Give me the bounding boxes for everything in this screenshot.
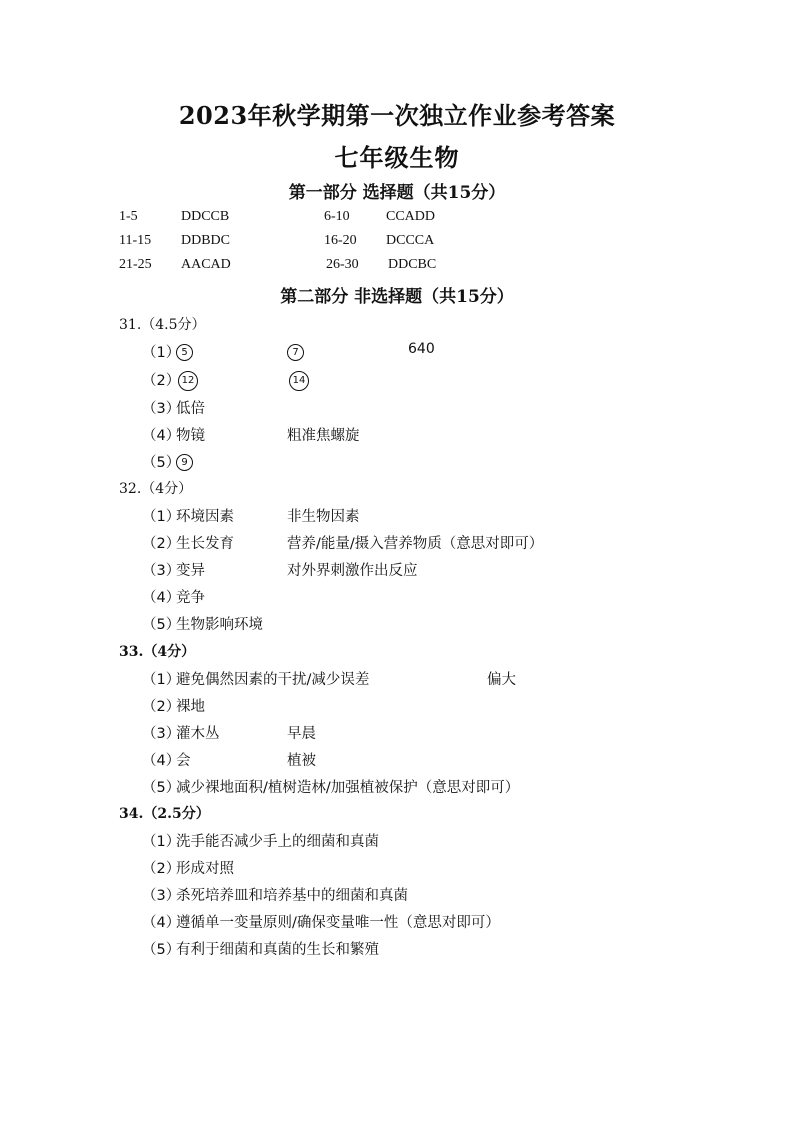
q32-item-num: （3） [142, 563, 181, 579]
q34-3-answer-a: 杀死培养皿和培养基中的细菌和真菌 [176, 888, 408, 904]
circled-number: 14 [289, 371, 309, 391]
q31-2-answer-b [289, 369, 309, 391]
q31-item-num: （2） [142, 373, 181, 389]
q33-item-num: （4） [142, 753, 181, 769]
mc-range: 16-20 [324, 233, 357, 248]
question-33-label: 33.（4分） [119, 644, 196, 660]
q33-item-num: （5） [142, 780, 181, 796]
mc-answers: CCADD [386, 209, 436, 224]
q34-4-answer-a: 遵循单一变量原则/确保变量唯一性（意思对即可） [176, 915, 500, 931]
part2-heading: 第二部分 非选择题（共15分） [280, 287, 514, 307]
q34-item-num: （1） [142, 834, 181, 850]
q31-1-answer-a [176, 341, 193, 361]
q32-item-num: （2） [142, 536, 181, 552]
circled-number: 5 [176, 344, 193, 361]
q31-1-answer-c: 640 [408, 341, 435, 357]
mc-range: 1-5 [119, 209, 138, 224]
mc-range: 6-10 [324, 209, 350, 224]
question-31-label: 31.（4.5分） [119, 317, 206, 333]
q31-5-answer-a [176, 451, 193, 471]
q31-4-answer-a: 物镜 [176, 428, 205, 444]
question-34-label: 34.（2.5分） [119, 806, 210, 822]
circled-number: 12 [178, 371, 198, 391]
q33-4-answer-b: 植被 [287, 753, 316, 769]
q32-3-answer-b: 对外界刺激作出反应 [287, 563, 418, 579]
mc-range: 26-30 [326, 257, 359, 272]
mc-answers: DDBDC [181, 233, 231, 248]
q33-3-answer-b: 早晨 [287, 726, 316, 742]
q32-item-num: （5） [142, 617, 181, 633]
q32-item-num: （4） [142, 590, 181, 606]
circled-number: 9 [176, 454, 193, 471]
q34-5-answer-a: 有利于细菌和真菌的生长和繁殖 [176, 942, 379, 958]
q33-item-num: （1） [142, 672, 181, 688]
q32-1-answer-a: 环境因素 [176, 509, 234, 525]
q31-2-answer-a [178, 369, 198, 391]
q31-4-answer-b: 粗准焦螺旋 [287, 428, 360, 444]
q33-5-answer-a: 减少裸地面积/植树造林/加强植被保护（意思对即可） [176, 780, 520, 796]
q32-1-answer-b: 非生物因素 [287, 509, 360, 525]
q32-2-answer-b: 营养/能量/摄入营养物质（意思对即可） [287, 536, 544, 552]
q31-3-answer-a: 低倍 [176, 401, 205, 417]
q31-item-num: （4） [142, 428, 181, 444]
q32-4-answer-a: 竞争 [176, 590, 205, 606]
q31-1-answer-b [287, 341, 304, 361]
q33-item-num: （3） [142, 726, 181, 742]
q31-item-num: （3） [142, 401, 181, 417]
mc-answers: AACAD [181, 257, 231, 272]
q34-item-num: （4） [142, 915, 181, 931]
circled-number: 7 [287, 344, 304, 361]
q33-item-num: （2） [142, 699, 181, 715]
mc-answers: DDCCB [181, 209, 230, 224]
part1-heading: 第一部分 选择题（共15分） [288, 183, 506, 203]
mc-answers: DCCCA [386, 233, 435, 248]
q32-5-answer-a: 生物影响环境 [176, 617, 263, 633]
q34-2-answer-a: 形成对照 [176, 861, 234, 877]
mc-range: 11-15 [119, 233, 152, 248]
q33-2-answer-a: 裸地 [176, 699, 205, 715]
q32-item-num: （1） [142, 509, 181, 525]
mc-answers: DDCBC [388, 257, 437, 272]
q32-3-answer-a: 变异 [176, 563, 205, 579]
q31-item-num: （1） [142, 345, 181, 361]
q33-1-answer-b: 偏大 [487, 672, 516, 688]
q33-4-answer-a: 会 [176, 753, 191, 769]
document-title: 2023年秋学期第一次独立作业参考答案 [178, 101, 616, 130]
document-subtitle: 七年级生物 [334, 143, 460, 172]
q33-3-answer-a: 灌木丛 [176, 726, 220, 742]
q34-1-answer-a: 洗手能否减少手上的细菌和真菌 [176, 834, 379, 850]
q32-2-answer-a: 生长发育 [176, 536, 234, 552]
q31-item-num: （5） [142, 455, 181, 471]
question-32-label: 32.（4分） [119, 481, 193, 497]
mc-range: 21-25 [119, 257, 152, 272]
q33-1-answer-a: 避免偶然因素的干扰/减少误差 [176, 672, 370, 688]
q34-item-num: （3） [142, 888, 181, 904]
q34-item-num: （5） [142, 942, 181, 958]
q34-item-num: （2） [142, 861, 181, 877]
